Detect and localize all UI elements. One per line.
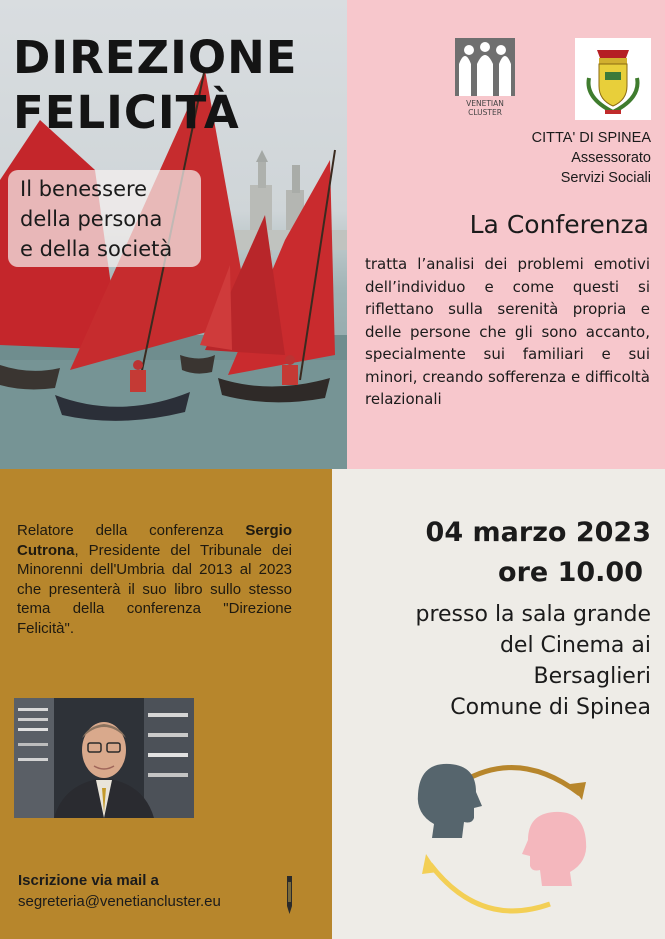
heads-exchange-icon [410, 754, 600, 924]
subtitle-line-3: e della società [20, 237, 173, 261]
venue-line-3: Bersaglieri [533, 664, 651, 689]
subtitle-line-2: della persona [20, 207, 163, 231]
event-time: ore 10.00 [498, 557, 643, 588]
event-venue [416, 599, 652, 723]
organizer-panel [347, 0, 665, 469]
speaker-name: Sergio Cutrona [17, 522, 292, 559]
cover-photo-panel [0, 0, 347, 469]
venue-line-2: del Cinema ai [499, 633, 651, 658]
venetian-logo-text-2: CLUSTER [468, 108, 502, 117]
city-name: CITTA' DI SPINEA [531, 130, 651, 146]
title-line-1: DIREZIONE [13, 31, 298, 84]
speaker-bio: , Presidente del Tribunale dei Minorenni dell'Umbria dal 2013 al 2023 che presenterà il suo libro sullo stesso tema della conferenza "Direzione Felicità". [17, 541, 292, 637]
department-line-1: Assessorato [571, 150, 651, 166]
conference-description: tratta l’analisi dei problemi emotivi dell’individuo e come questi si riflettano sulla serenità propria e delle persone che gli sono accanto, specialmente sui familiari e sui minori, creando sofferenza e difficoltà relazionali [365, 255, 650, 408]
poster-title [13, 30, 298, 140]
speaker-description [17, 521, 292, 638]
registration-email[interactable]: segreteria@venetiancluster.eu [18, 893, 221, 910]
title-line-2: FELICITÀ [13, 86, 240, 139]
conference-heading: La Conferenza [469, 210, 649, 239]
department-line-2: Servizi Sociali [560, 170, 651, 186]
pen-icon [286, 876, 293, 914]
speaker-intro: Relatore della conferenza [17, 522, 224, 539]
venetian-cluster-logo [455, 38, 515, 118]
subtitle-line-1: Il benessere [20, 177, 148, 201]
organizer-text [532, 128, 651, 188]
spinea-coat-of-arms-icon [575, 38, 651, 120]
registration-label: Iscrizione via mail a [18, 872, 159, 889]
speaker-panel [0, 469, 332, 939]
event-details-panel [332, 469, 665, 939]
poster-subtitle [8, 170, 201, 267]
venetian-logo-text-1: VENETIAN [466, 99, 504, 108]
venue-line-4: Comune di Spinea [450, 695, 651, 720]
speaker-photo [14, 698, 194, 818]
event-date: 04 marzo 2023 [425, 517, 651, 548]
venue-line-1: presso la sala grande [415, 602, 651, 627]
